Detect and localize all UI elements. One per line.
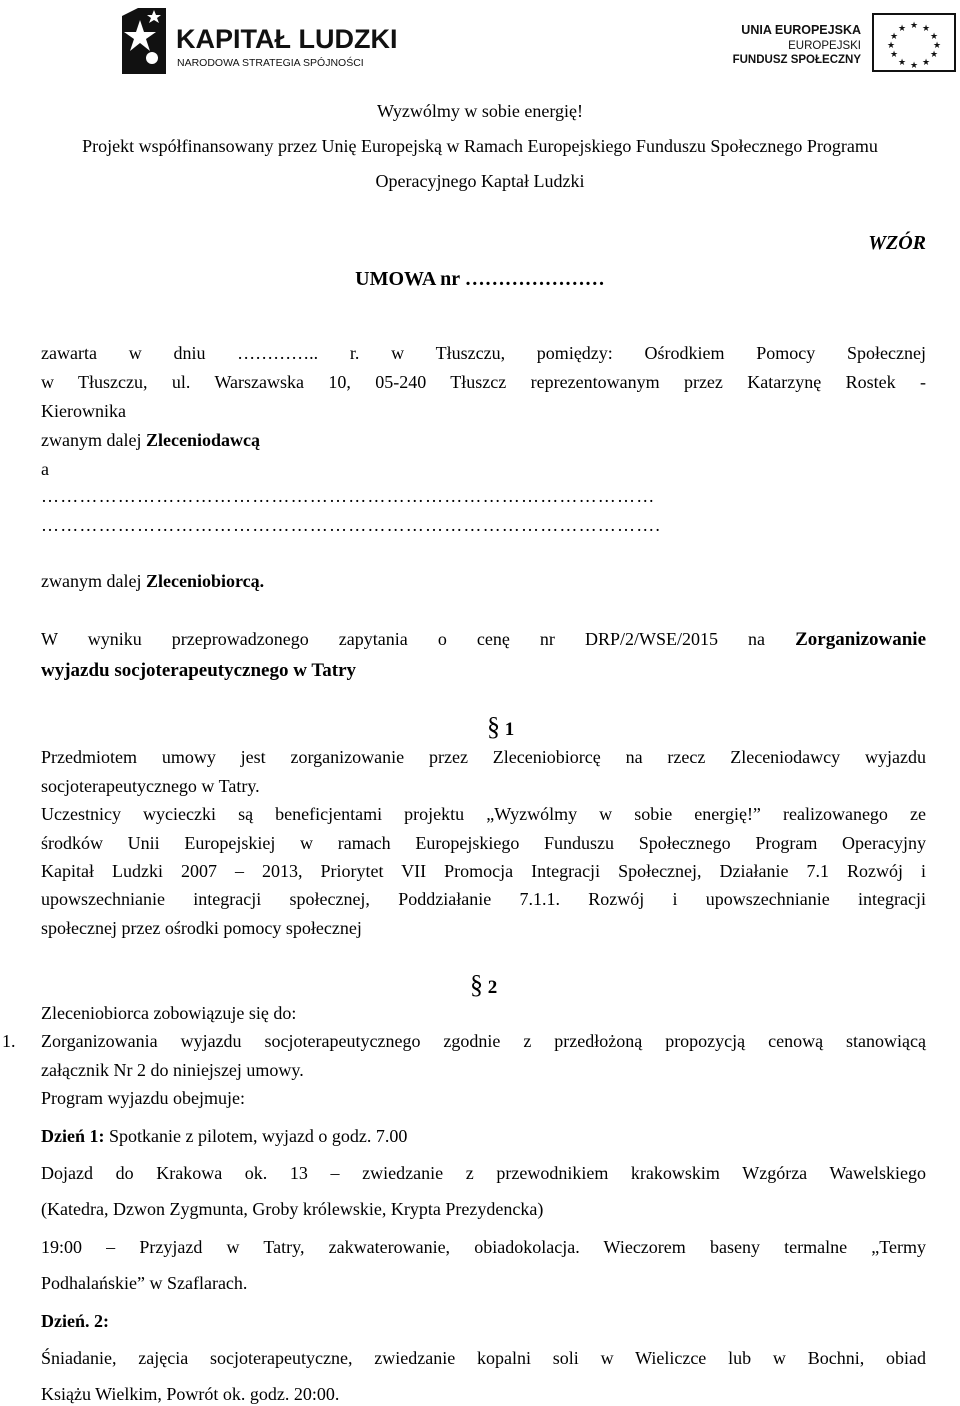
day-1-line-1: Dojazd do Krakowa ok. 13 – zwiedzanie z przewodnikiem krakowskim Wzgórza Wawelskiego <box>41 1163 926 1183</box>
template-label: WZÓR <box>868 232 926 254</box>
s2-item-line-2: załącznik Nr 2 do niniejszej umowy. <box>41 1060 304 1080</box>
inquiry-line-1 <box>41 628 926 651</box>
kapital-ludzki-logo <box>118 6 398 76</box>
section-2-heading <box>470 970 497 1000</box>
s1-line-1: Przedmiotem umowy jest zorganizowanie przez Zleceniobiorcę na rzecz Zleceniodawcy wyjazdu <box>41 747 926 767</box>
day-1-text: Spotkanie z pilotem, wyjazd o godz. 7.00 <box>104 1126 408 1146</box>
inquiry-line-2: wyjazdu socjoterapeutycznego w Tatry <box>41 660 357 681</box>
eu-logo-line1: UNIA EUROPEJSKA <box>741 23 861 37</box>
svg-text:★: ★ <box>929 50 939 60</box>
s1-line-4: środków Unii Europejskiej w ramach Europejskiego Funduszu Społecznego Program Operacyjny <box>41 833 926 853</box>
eu-logo-line3: FUNDUSZ SPOŁECZNY <box>732 54 861 66</box>
svg-text:★: ★ <box>932 41 942 51</box>
svg-text:★: ★ <box>889 32 899 42</box>
svg-text:★: ★ <box>886 41 896 51</box>
svg-text:★: ★ <box>929 32 939 42</box>
paragraph-symbol-2: § <box>470 970 483 999</box>
svg-text:★: ★ <box>897 24 907 34</box>
s2-item-number: 1. <box>2 1031 16 1051</box>
eu-fund-logo <box>725 12 957 74</box>
contractor-blank-line-2: ……………………………………………………………………………………. <box>41 515 662 535</box>
day-1-line-3: 19:00 – Przyjazd w Tatry, zakwaterowanie, obiadokolacja. Wieczorem baseny termalne „Termy <box>41 1237 926 1257</box>
day-2-line-2: Książu Wielkim, Powrót ok. godz. 20:00. <box>41 1384 340 1404</box>
eu-logo-line2: EUROPEJSKI <box>788 40 861 52</box>
svg-text:★: ★ <box>909 21 919 31</box>
contractor-designation <box>41 570 926 592</box>
inquiry-text: W wyniku przeprowadzonego zapytania o cenę nr DRP/2/WSE/2015 na <box>41 629 766 649</box>
program-heading: Program wyjazdu obejmuje: <box>41 1088 245 1108</box>
project-line-1: Projekt współfinansowany przez Unię Europejską w Ramach Europejskiego Funduszu Społecznego Programu <box>82 136 878 156</box>
contractor-name: Zleceniobiorcą. <box>145 571 265 591</box>
principal-name: Zleceniodawcą <box>145 430 260 450</box>
s2-intro: Zleceniobiorca zobowiązuje się do: <box>41 1003 297 1023</box>
day-1-heading <box>41 1125 926 1147</box>
motto: Wyzwólmy w sobie energię! <box>376 101 584 121</box>
principal-prefix: zwanym dalej <box>41 430 146 450</box>
section-1-number: 1 <box>504 719 515 740</box>
svg-text:★: ★ <box>889 50 899 60</box>
kapital-ludzki-subtitle: NARODOWA STRATEGIA SPÓJNOŚCI <box>177 57 364 69</box>
contract-title: UMOWA nr ………………… <box>355 268 605 290</box>
inquiry-subject: Zorganizowanie <box>795 629 927 650</box>
svg-text:★: ★ <box>909 61 919 71</box>
and-conjunction: a <box>41 459 49 479</box>
contractor-prefix: zwanym dalej <box>41 571 146 591</box>
kapital-ludzki-title: KAPITAŁ LUDZKI <box>176 24 398 54</box>
parties-line-1: zawarta w dniu ………….. r. w Tłuszczu, pomiędzy: Ośrodkiem Pomocy Społecznej <box>41 343 926 363</box>
s1-line-2: socjoterapeutycznego w Tatry. <box>41 776 260 796</box>
day-1-line-2: (Katedra, Dzwon Zygmunta, Groby królewskie, Krypta Prezydencka) <box>41 1199 544 1219</box>
day-2-line-1: Śniadanie, zajęcia socjoterapeutyczne, zwiedzanie kopalni soli w Wieliczce lub w Bochni, obiad <box>41 1348 926 1368</box>
svg-text:★: ★ <box>921 24 931 34</box>
contractor-blank-line-1: …………………………………………………………………………………… <box>41 486 656 506</box>
day-1-line-4: Podhalańskie” w Szaflarach. <box>41 1273 248 1293</box>
paragraph-symbol: § <box>487 712 500 741</box>
project-line-2: Operacyjnego Kaptał Ludzki <box>375 171 585 191</box>
s2-item-line-1: Zorganizowania wyjazdu socjoterapeutycznego zgodnie z przedłożoną propozycją cenową stanowiącą <box>41 1031 926 1051</box>
day-2-label: Dzień. 2: <box>41 1311 109 1331</box>
svg-text:★: ★ <box>897 58 907 68</box>
principal-designation <box>41 429 926 451</box>
section-1-heading <box>487 712 514 742</box>
s1-line-3: Uczestnicy wycieczki są beneficjentami projektu „Wyzwólmy w sobie energię!” realizowanego ze <box>41 804 926 824</box>
s1-line-5: Kapitał Ludzki 2007 – 2013, Priorytet VII Promocja Integracji Społecznej, Działanie 7.1 Rozwój i <box>41 861 926 881</box>
parties-line-2: w Tłuszczu, ul. Warszawska 10, 05-240 Tłuszcz reprezentowanym przez Katarzynę Rostek - <box>41 372 926 392</box>
s1-line-6: upowszechnianie integracji społecznej, Poddziałanie 7.1.1. Rozwój i upowszechnianie integracji <box>41 889 926 909</box>
section-2-number: 2 <box>487 977 498 998</box>
parties-line-3: Kierownika <box>41 401 126 421</box>
s1-line-7: społecznej przez ośrodki pomocy społecznej <box>41 918 362 938</box>
svg-text:★: ★ <box>921 58 931 68</box>
day-1-label: Dzień 1: <box>41 1126 105 1146</box>
